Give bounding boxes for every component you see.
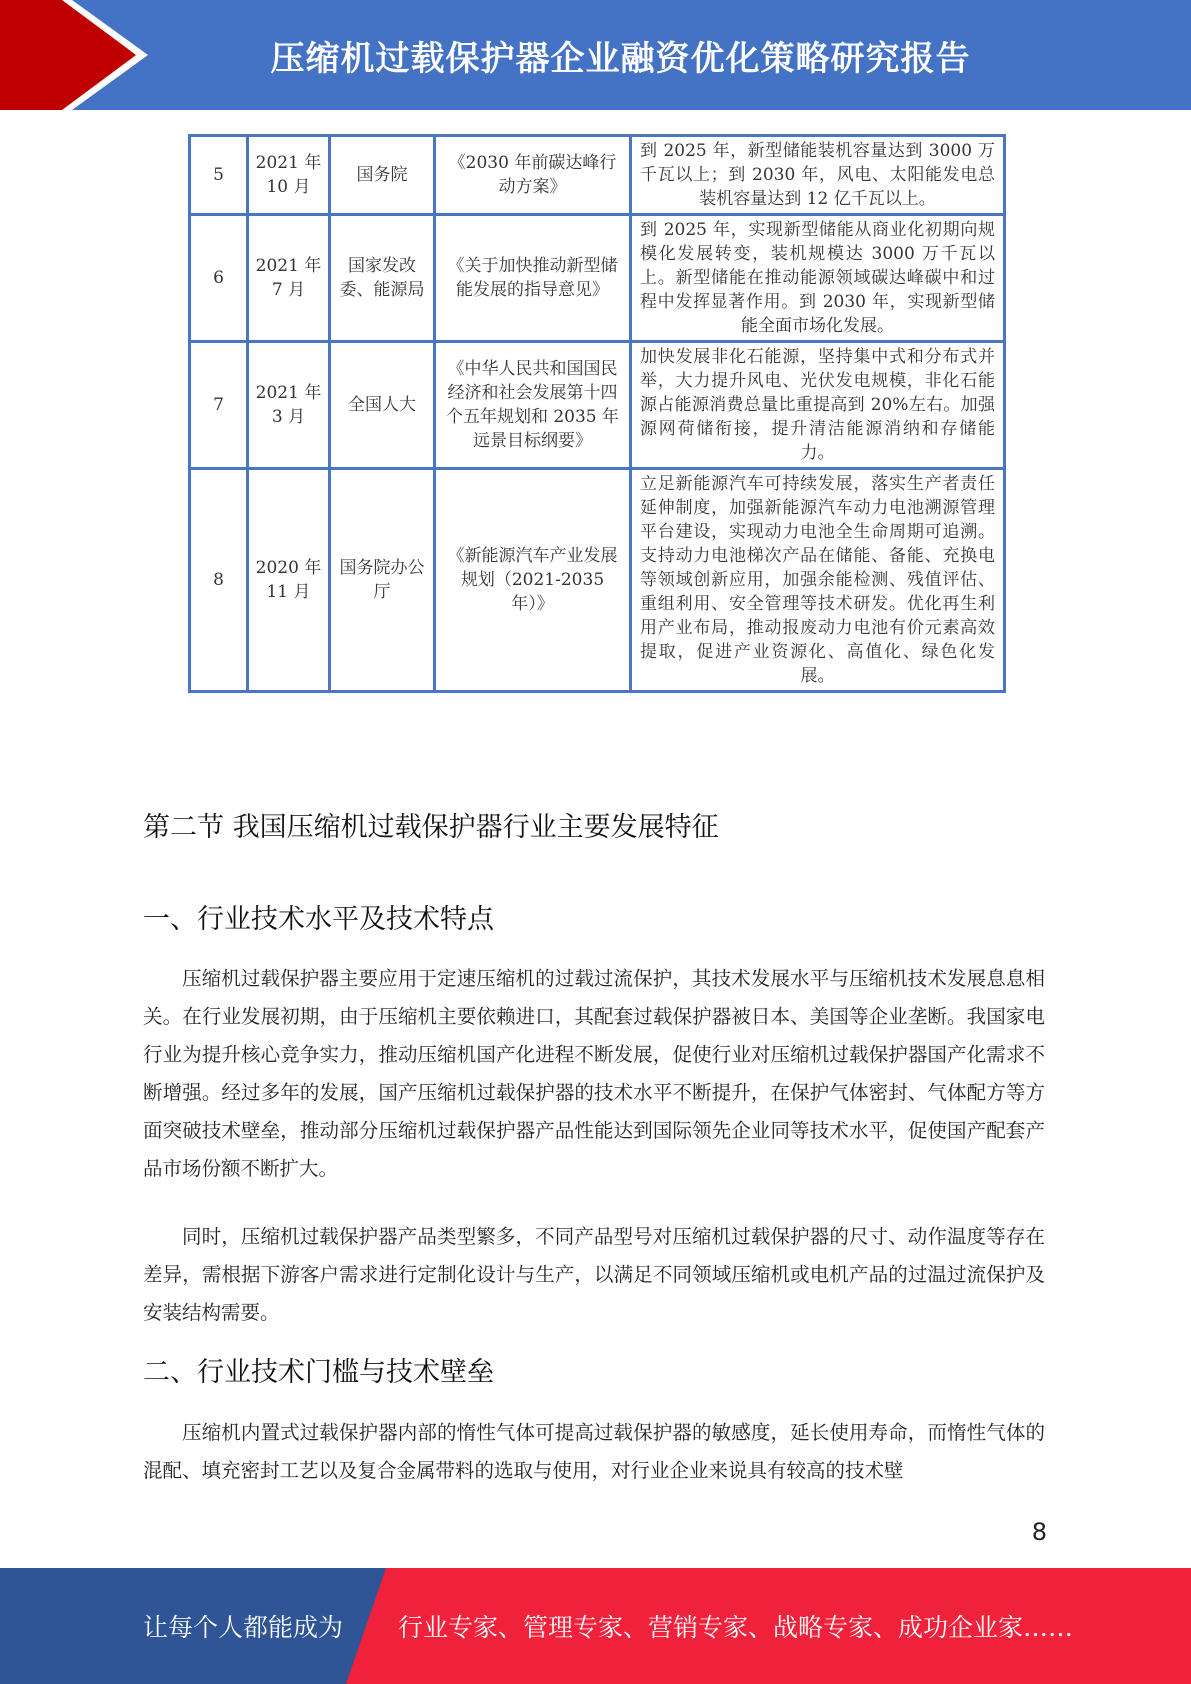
row-content: 到 2025 年，新型储能装机容量达到 3000 万千瓦以上；到 2030 年，风电、太阳能发电总装机容量达到 12 亿千瓦以上。 — [631, 136, 1005, 215]
subsection-heading-tech-level: 一、行业技术水平及技术特点 — [143, 904, 494, 935]
row-date: 2020 年 11 月 — [248, 469, 330, 692]
row-document: 《中华人民共和国国民经济和社会发展第十四个五年规划和 2035 年远景目标纲要》 — [435, 342, 631, 469]
row-agency: 国务院办公厅 — [330, 469, 435, 692]
footer-slogan-right: 行业专家、管理专家、营销专家、战略专家、成功企业家…… — [398, 1613, 1074, 1642]
row-document: 《2030 年前碳达峰行动方案》 — [435, 136, 631, 215]
subsection-heading-tech-barrier: 二、行业技术门槛与技术壁垒 — [143, 1357, 494, 1388]
row-content: 立足新能源汽车可持续发展，落实生产者责任延伸制度，加强新能源汽车动力电池溯源管理平台建设，实现动力电池全生命周期可追溯。支持动力电池梯次产品在储能、备能、充换电等领域创新应用，加强余能检测、残值评估、重组利用、安全管理等技术研发。优化再生利用产业布局，推动报废动力电池有价元素高效提取，促进产业资源化、高值化、绿色化发展。 — [631, 469, 1005, 692]
paragraph: 同时，压缩机过载保护器产品类型繁多，不同产品型号对压缩机过载保护器的尺寸、动作温度等存在差异，需根据下游客户需求进行定制化设计与生产，以满足不同领域压缩机或电机产品的过温过流保护及安装结构需要。 — [143, 1225, 1045, 1324]
report-title: 压缩机过载保护器企业融资优化策略研究报告 — [270, 38, 971, 79]
row-number: 5 — [190, 136, 248, 215]
row-agency: 全国人大 — [330, 342, 435, 469]
table-row — [190, 215, 1005, 342]
paragraph: 压缩机过载保护器主要应用于定速压缩机的过载过流保护，其技术发展水平与压缩机技术发展息息相关。在行业发展初期，由于压缩机主要依赖进口，其配套过载保护器被日本、美国等企业垄断。我国家电行业为提升核心竞争实力，推动压缩机国产化进程不断发展，促使行业对压缩机过载保护器国产化需求不断增强。经过多年的发展，国产压缩机过载保护器的技术水平不断提升，在保护气体密封、气体配方等方面突破技术壁垒，推动部分压缩机过载保护器产品性能达到国际领先企业同等技术水平，促使国产配套产品市场份额不断扩大。 — [143, 967, 1045, 1180]
header-arrow-icon — [0, 0, 160, 110]
row-date: 2021 年 7 月 — [248, 215, 330, 342]
row-number: 7 — [190, 342, 248, 469]
row-number: 8 — [190, 469, 248, 692]
page-footer — [0, 1568, 1191, 1684]
table-row — [190, 342, 1005, 469]
row-document: 《关于加快推动新型储能发展的指导意见》 — [435, 215, 631, 342]
paragraph: 压缩机内置式过载保护器内部的惰性气体可提高过载保护器的敏感度，延长使用寿命，而惰性气体的混配、填充密封工艺以及复合金属带料的选取与使用，对行业企业来说具有较高的技术壁 — [143, 1421, 1045, 1482]
section-title: 第二节 我国压缩机过载保护器行业主要发展特征 — [143, 812, 719, 843]
row-date: 2021 年 10 月 — [248, 136, 330, 215]
table-row — [190, 469, 1005, 692]
row-agency: 国家发改委、能源局 — [330, 215, 435, 342]
table-row — [190, 136, 1005, 215]
footer-slogan-left: 让每个人都能成为 — [143, 1613, 344, 1642]
row-content: 加快发展非化石能源，坚持集中式和分布式并举，大力提升风电、光伏发电规模，非化石能源占能源消费总量比重提高到 20%左右。加强源网荷储衔接，提升清洁能源消纳和存储能力。 — [631, 342, 1005, 469]
page-header — [0, 0, 1191, 110]
row-document: 《新能源汽车产业发展规划（2021-2035 年）》 — [435, 469, 631, 692]
row-agency: 国务院 — [330, 136, 435, 215]
row-content: 到 2025 年，实现新型储能从商业化初期向规模化发展转变，装机规模达 3000 万千瓦以上。新型储能在推动能源领域碳达峰碳中和过程中发挥显著作用。到 2030 年，实现新型储能全面市场化发展。 — [631, 215, 1005, 342]
row-number: 6 — [190, 215, 248, 342]
row-date: 2021 年 3 月 — [248, 342, 330, 469]
page-number: 8 — [1031, 1518, 1047, 1546]
policy-table — [188, 134, 1006, 693]
